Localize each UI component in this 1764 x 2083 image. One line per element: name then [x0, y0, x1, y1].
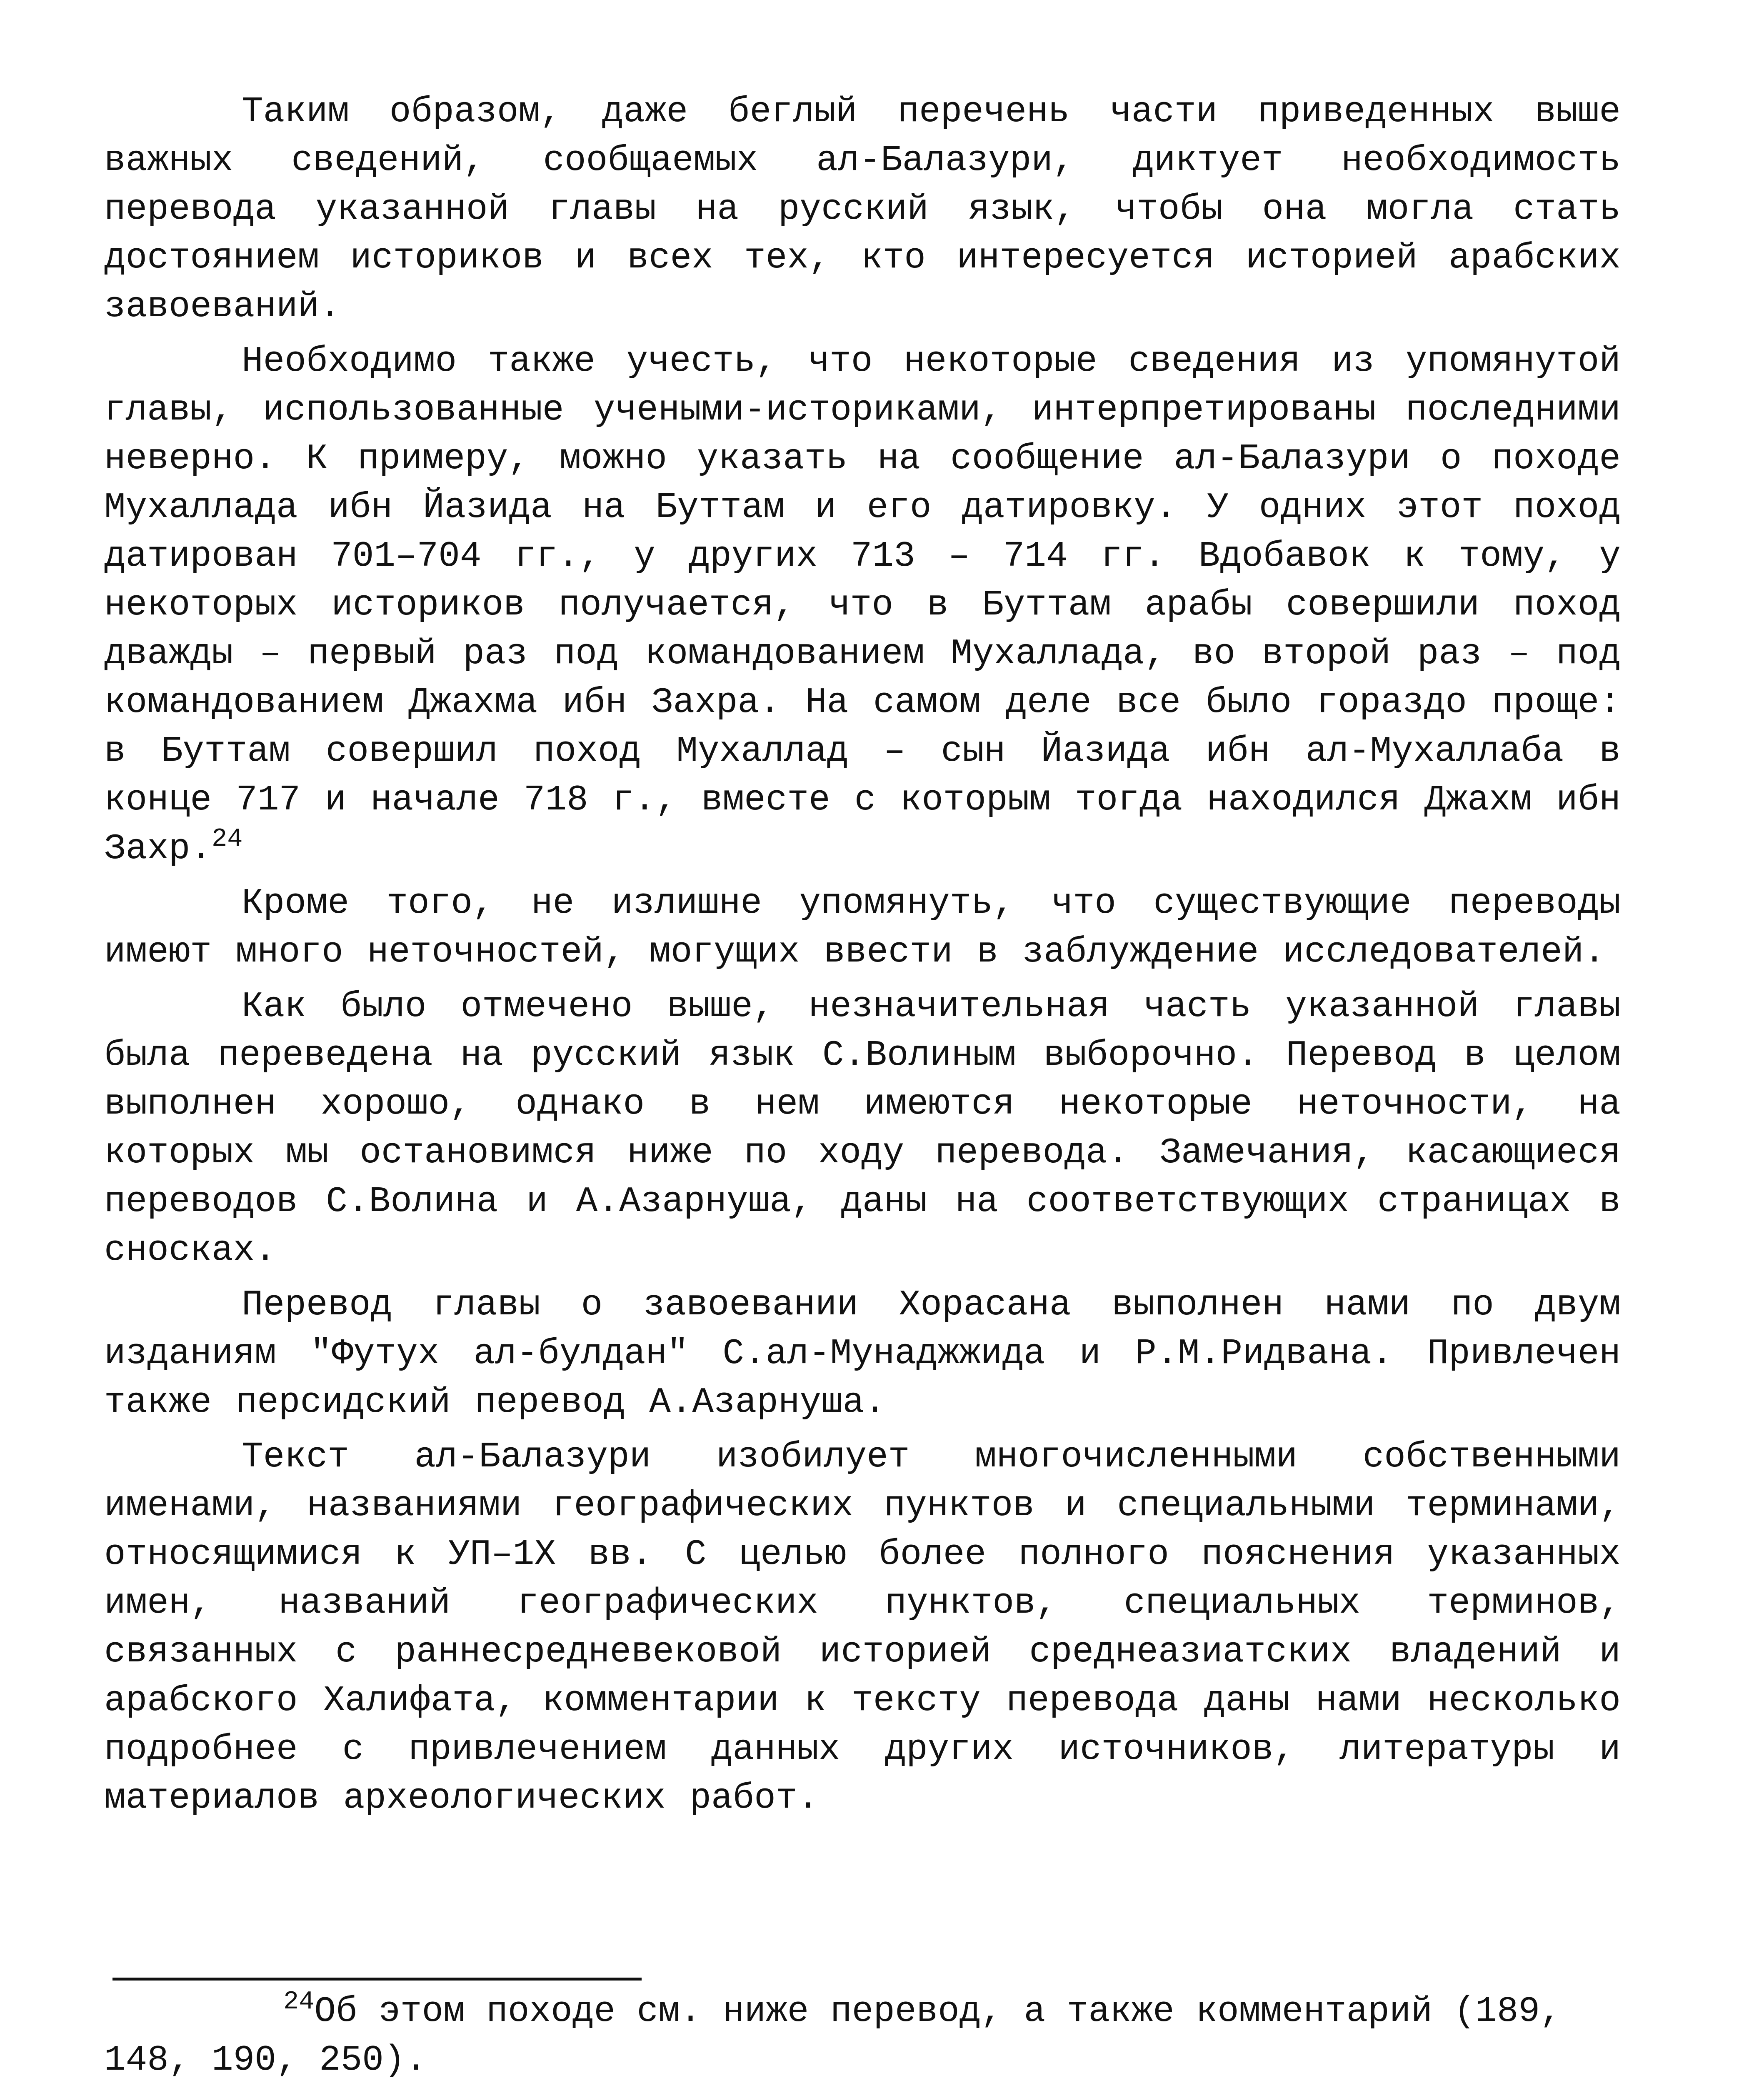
- paragraph-4: Как было отмечено выше, незначительная часть указанной главы была переведена на русский язык С.Волиным выборочно. Перевод в целом выполнен хорошо, однако в нем имеются некоторые неточности, на которых мы остановимся ниже по ходу перевода. Замечания, касающиеся переводов С.Волина и А.Азарнуша, даны на соответствующих страницах в сносках.: [104, 986, 1621, 1271]
- document-body: [104, 87, 1621, 1823]
- footnote-number: 24: [283, 1987, 315, 2016]
- paragraph-5: Перевод главы о завоевании Хорасана выполнен нами по двум изданиям "Футух ал-булдан" С.ал-Мунаджжида и Р.М.Ридвана. Привлечен также персидский перевод А.Азарнуша.: [104, 1284, 1621, 1423]
- footnote: [104, 1987, 1621, 2083]
- paragraph-6: Текст ал-Балазури изобилует многочисленными собственными именами, названиями географических пунктов и специальными терминами, относящимися к УП–1Х вв. С целью более полного пояснения указанных имен, названий географических пунктов, специальных терминов, связанных с раннесредневековой историей среднеазиатских владений и арабского Халифата, комментарии к тексту перевода даны нами несколько подробнее с привлечением данных других источников, литературы и материалов археологических работ.: [104, 1436, 1621, 1818]
- paragraph-2-text: Необходимо также учесть, что некоторые сведения из упомянутой главы, использованные учеными-историками, интерпретированы последними неверно. К примеру, можно указать на сообщение ал-Балазури о походе Мухаллада ибн Йазида на Буттам и его датировку. У одних этот поход датирован 701–704 гг., у других 713 – 714 гг. Вдобавок к тому, у некоторых историков получается, что в Буттам арабы совершили поход дважды – первый раз под командованием Мухаллада, во второй раз – под командованием Джахма ибн Захра. На самом деле все было гораздо проще: в Буттам совершил поход Мухаллад – сын Йазида ибн ал-Мухаллаба в конце 717 и начале 718 г., вместе с которым тогда находился Джахм ибн Захр.: [104, 341, 1621, 869]
- paragraph-2: [104, 337, 1621, 873]
- paragraph-3: Кроме того, не излишне упомянуть, что существующие переводы имеют много неточностей, могущих ввести в заблуждение исследователей.: [104, 883, 1621, 972]
- footnote-text: Об этом походе см. ниже перевод, а также комментарий (189, 148, 190, 250).: [104, 1991, 1562, 2081]
- footnote-divider: [112, 1978, 642, 1981]
- paragraph-1: Таким образом, даже беглый перечень части приведенных выше важных сведений, сообщаемых ал-Балазури, диктует необходимость перевода указанной главы на русский язык, чтобы она могла стать достоянием историков и всех тех, кто интересуется историей арабских завоеваний.: [104, 91, 1621, 327]
- footnote-reference: 24: [212, 824, 243, 854]
